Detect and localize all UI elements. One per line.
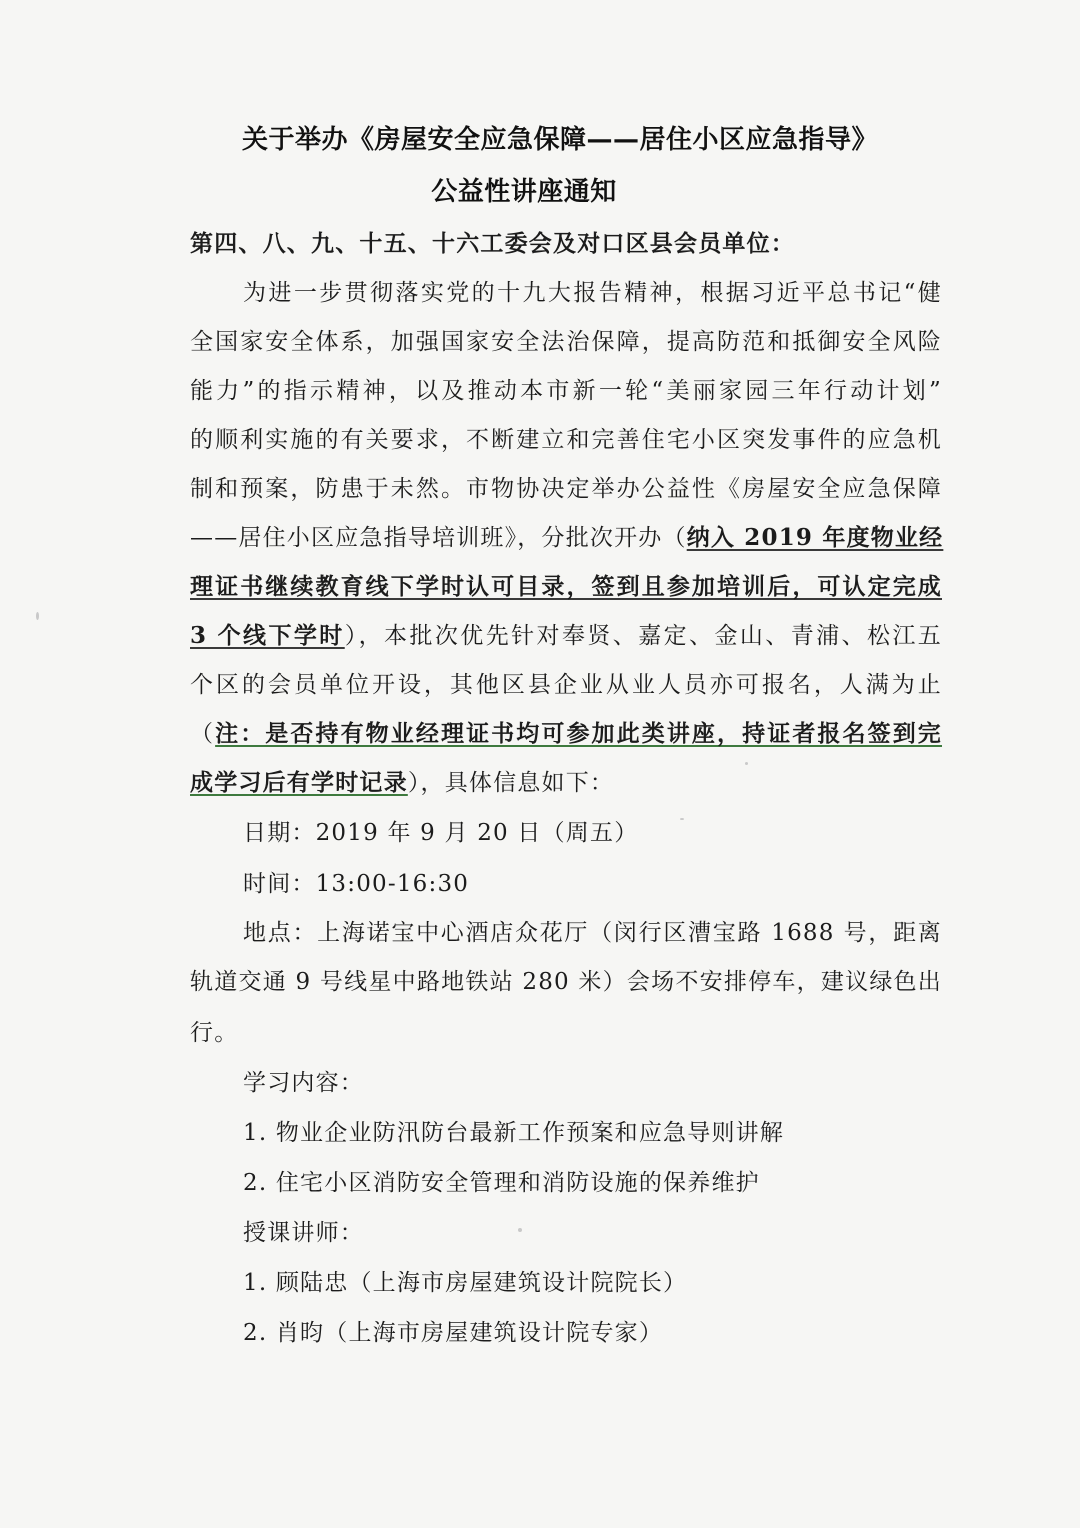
- detail-location-line1: 地点：上海诺宝中心酒店众花厅（闵行区漕宝路 1688 号，距离: [243, 920, 942, 946]
- body-line-8-plain: ），本批次优先针对奉贤、嘉定、金山、青浦、松江五: [344, 623, 942, 649]
- body-line-10: [190, 719, 942, 749]
- body-line-7: [190, 572, 942, 602]
- detail-location-line3: 行。: [190, 1020, 239, 1046]
- lecturer-item-1: 1. 顾陆忠（上海市房屋建筑设计院院长）: [243, 1270, 688, 1296]
- body-line-4: 的顺利实施的有关要求，不断建立和完善住宅小区突发事件的应急机: [190, 427, 942, 453]
- notice-title-line2: 公益性讲座通知: [431, 177, 617, 207]
- scan-speck: [518, 1228, 522, 1232]
- salutation: 第四、八、九、十五、十六工委会及对口区县会员单位：: [190, 230, 795, 257]
- body-line-11: [190, 768, 942, 798]
- body-line-6-plain: ——居住小区应急指导培训班》，分批次开办（: [190, 525, 687, 551]
- detail-location-line2: 轨道交通 9 号线星中路地铁站 280 米）会场不安排停车，建议绿色出: [190, 969, 942, 995]
- lecturers-heading: 授课讲师：: [243, 1220, 364, 1246]
- body-line-8: [190, 621, 942, 651]
- body-line-5: 制和预案，防患于未然。市物协决定举办公益性《房屋安全应急保障: [190, 476, 942, 502]
- detail-date: 日期：2019 年 9 月 20 日（周五）: [243, 820, 639, 846]
- body-line-6: [190, 523, 942, 553]
- lecturer-item-2: 2. 肖昀（上海市房屋建筑设计院专家）: [243, 1320, 664, 1346]
- body-line-11-plain: ），具体信息如下：: [407, 770, 615, 796]
- body-line-10-underlined: 注：是否持有物业经理证书均可参加此类讲座，持证者报名签到完: [215, 720, 942, 747]
- scan-speck: [680, 818, 684, 820]
- body-line-9: 个区的会员单位开设，其他区县企业从业人员亦可报名，人满为止: [190, 672, 942, 698]
- content-heading: 学习内容：: [243, 1070, 364, 1096]
- scan-speck: [36, 612, 39, 620]
- content-item-1: 1. 物业企业防汛防台最新工作预案和应急导则讲解: [243, 1120, 785, 1146]
- detail-time: 时间：13:00-16:30: [243, 871, 470, 897]
- body-line-10-paren: （: [190, 721, 216, 747]
- body-line-7-underlined: 理证书继续教育线下学时认可目录，签到且参加培训后，可认定完成: [190, 573, 942, 600]
- body-line-6-underlined: 纳入 2019 年度物业经: [686, 524, 944, 551]
- notice-title-line1: 关于举办《房屋安全应急保障——居住小区应急指导》: [241, 125, 878, 155]
- body-line-3: 能力”的指示精神，以及推动本市新一轮“美丽家园三年行动计划”: [190, 378, 942, 404]
- body-line-2: 全国家安全体系，加强国家安全法治保障，提高防范和抵御安全风险: [190, 329, 942, 355]
- body-line-1: 为进一步贯彻落实党的十九大报告精神，根据习近平总书记“健: [243, 280, 942, 306]
- content-item-2: 2. 住宅小区消防安全管理和消防设施的保养维护: [243, 1170, 760, 1196]
- body-line-8-underlined: 3 个线下学时: [190, 622, 345, 649]
- scan-speck: [745, 762, 748, 765]
- body-line-11-underlined: 成学习后有学时记录: [190, 769, 408, 796]
